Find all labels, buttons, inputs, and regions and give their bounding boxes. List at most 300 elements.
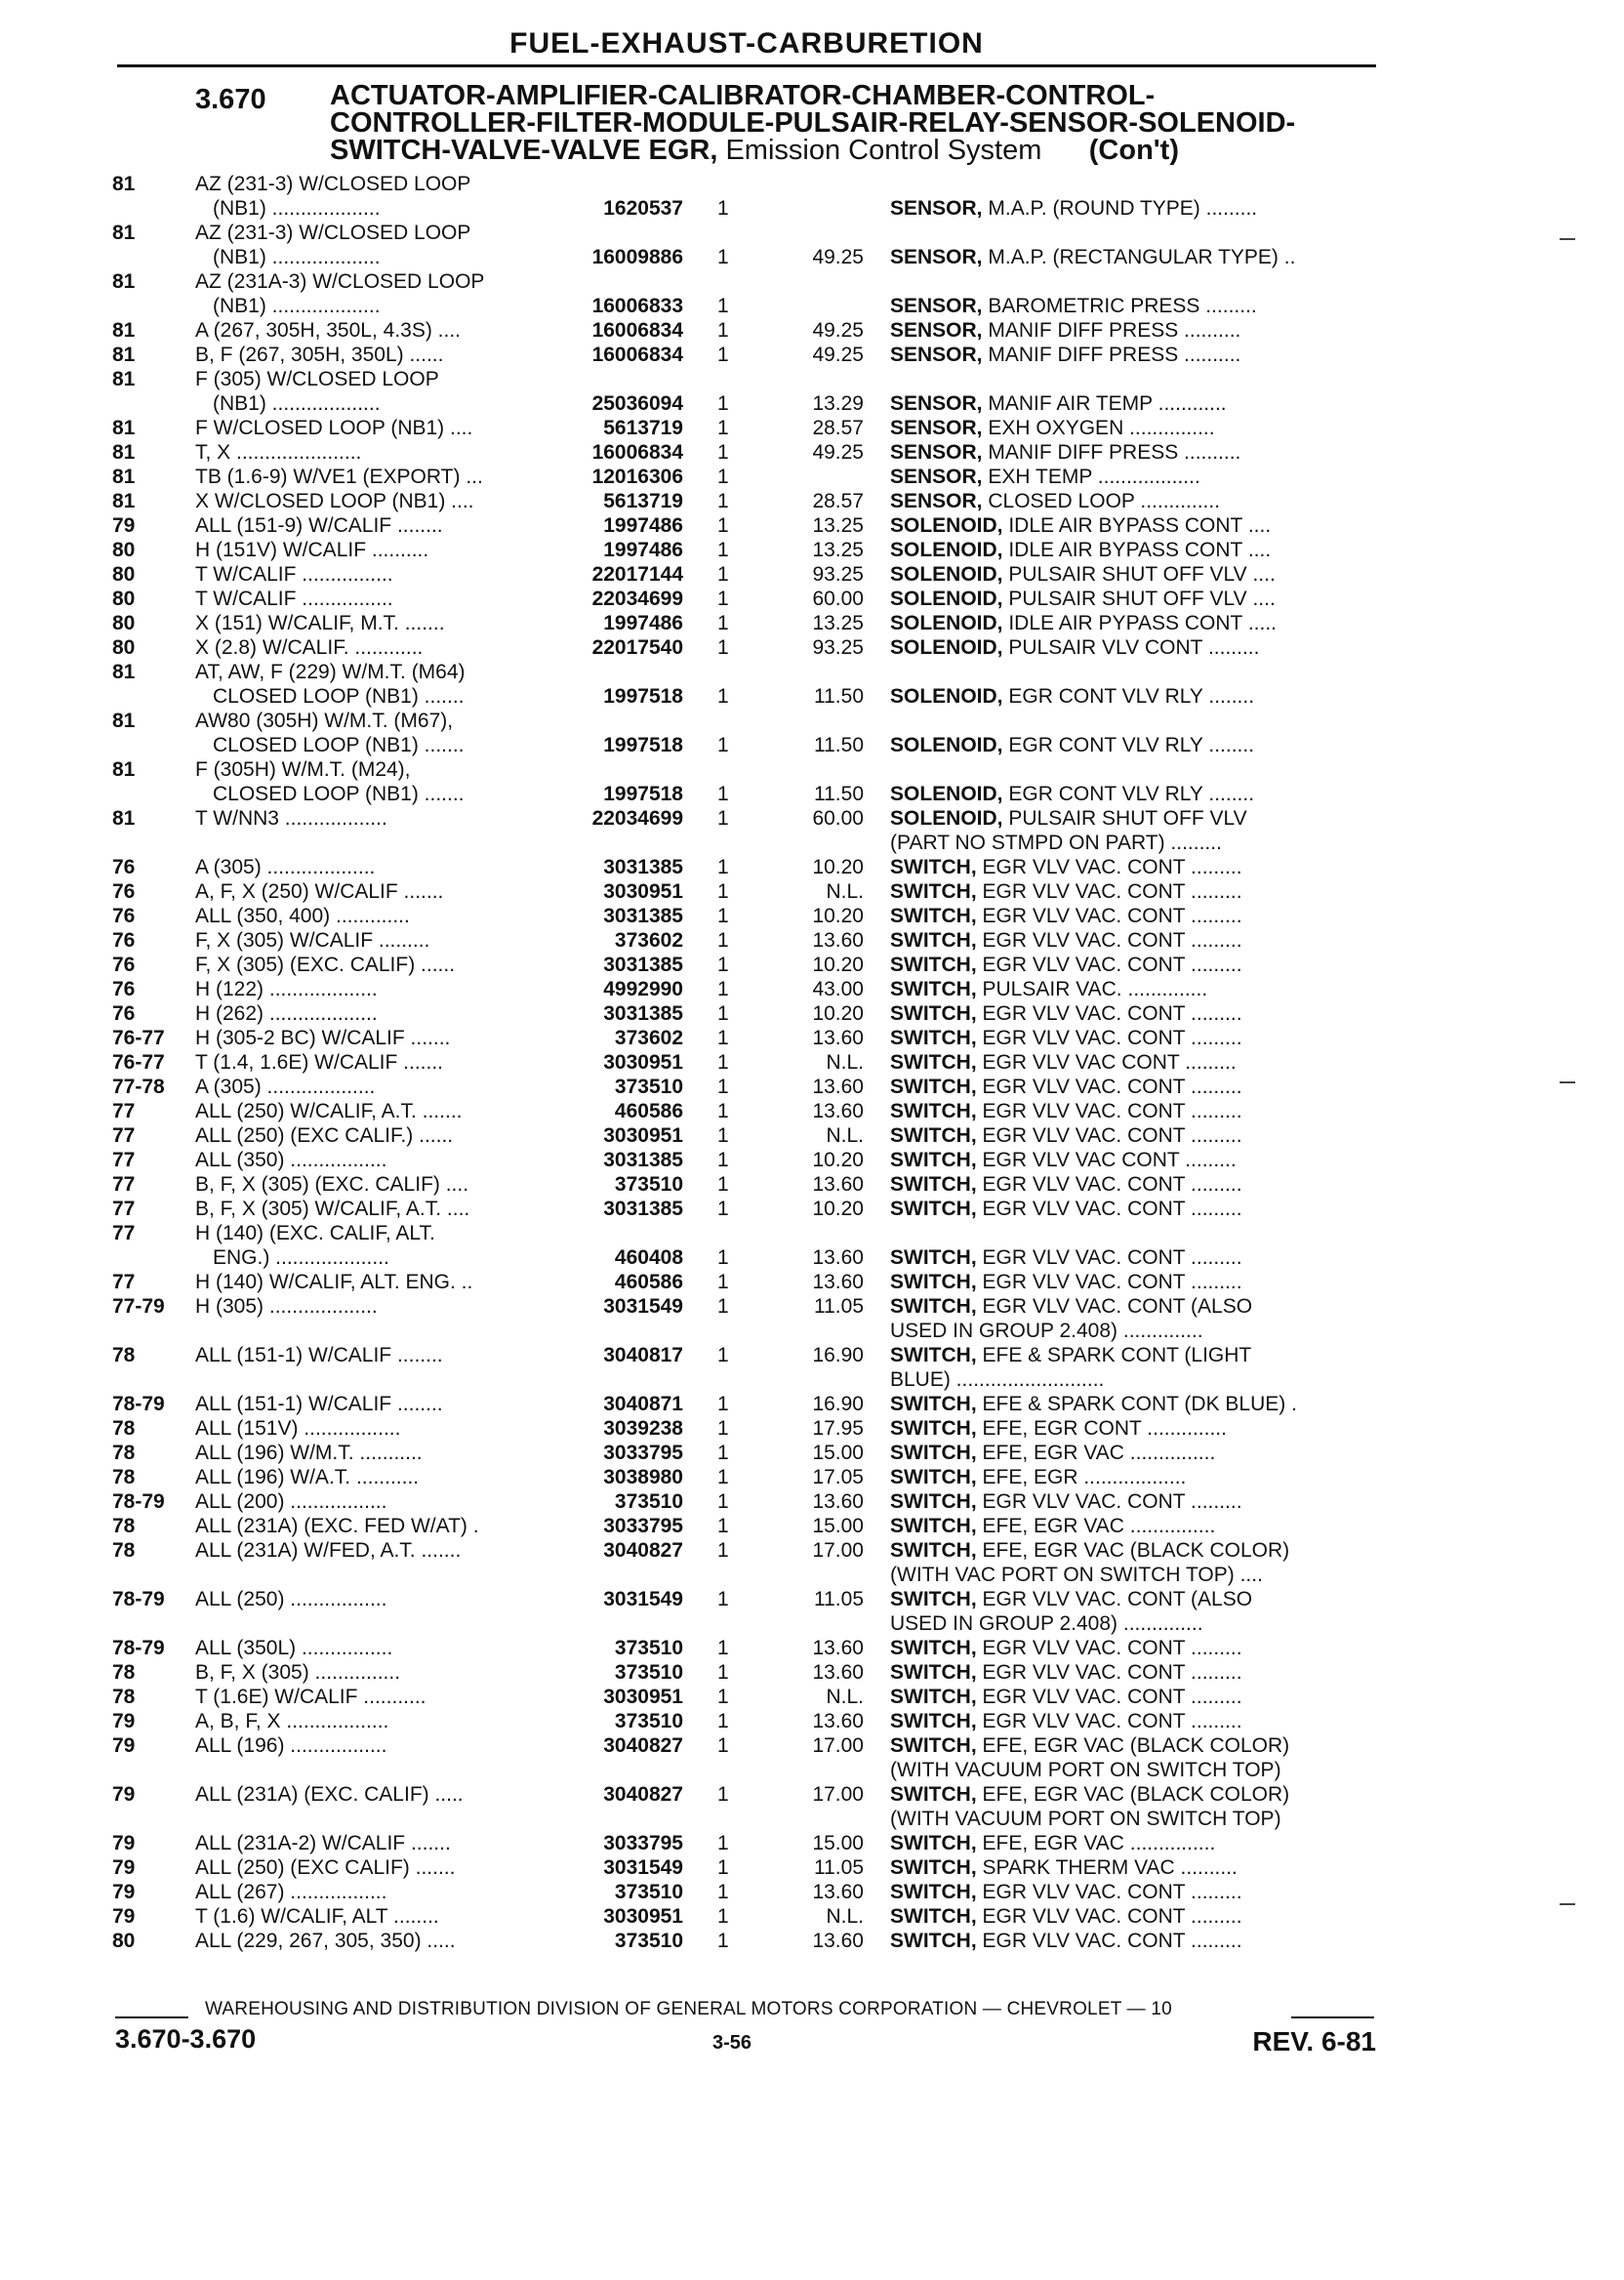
footer-rule-right [1291,2016,1374,2018]
table-row [0,1026,1624,1050]
part-name: SOLENOID, [890,539,1003,561]
application: ALL (196) W/M.T. ........... [195,1442,423,1464]
application: CLOSED LOOP (NB1) ....... [213,783,465,805]
price: 13.60 [812,1637,864,1659]
part-number: 3030951 [603,880,683,903]
price: 10.20 [812,1149,864,1171]
part-name: SWITCH, [890,1271,977,1293]
part-number: 16009886 [591,246,683,268]
part-detail: (WITH VACUUM PORT ON SWITCH TOP) [890,1808,1281,1830]
part-description [890,635,1376,660]
application: H (305-2 BC) W/CALIF ....... [195,1027,451,1049]
part-detail: EFE, EGR VAC (BLACK COLOR) [976,1734,1290,1757]
part-detail: EGR VLV VAC. CONT ......... [976,1124,1242,1147]
part-number: 12016306 [591,466,683,488]
table-row [0,465,1624,489]
part-name: SWITCH, [890,1539,977,1562]
part-description [890,1245,1376,1270]
part-detail: EGR VLV VAC. CONT ......... [976,1271,1242,1293]
table-row [0,1563,1624,1587]
section-title-line-1: ACTUATOR-AMPLIFIER-CALIBRATOR-CHAMBER-CONTROL- [330,80,1156,111]
model-year: 78 [112,1417,136,1440]
part-number: 3031549 [603,1295,683,1318]
price: 10.20 [812,954,864,976]
model-year: 79 [112,1783,136,1806]
application: ALL (350, 400) ............. [195,905,410,927]
part-description [890,1587,1376,1611]
application: H (305) ................... [195,1295,378,1318]
part-number: 3033795 [603,1515,683,1537]
price: 17.00 [812,1734,864,1757]
model-year: 79 [112,514,136,537]
part-number: 3031385 [603,905,683,927]
part-name: SWITCH, [890,1466,977,1488]
quantity: 1 [717,1905,729,1928]
table-row [0,1343,1624,1367]
header-rule [117,64,1376,67]
part-detail: EGR VLV VAC. CONT ......... [976,1686,1242,1708]
table-row [0,343,1624,367]
part-description [890,343,1376,367]
part-description [890,294,1376,318]
part-description [890,416,1376,440]
part-description [890,245,1376,269]
price: 60.00 [812,588,864,610]
part-name: SWITCH, [890,856,977,878]
part-name: SWITCH, [890,1930,977,1952]
part-detail: EGR VLV VAC. CONT ......... [976,1246,1242,1269]
part-number: 373510 [614,1710,683,1732]
footer-division-text: WAREHOUSING AND DISTRIBUTION DIVISION OF GENERAL MOTORS CORPORATION — CHEVROLET — 10 [205,1999,1172,2019]
part-detail: EFE, EGR VAC ............... [976,1832,1216,1854]
price: N.L. [826,1905,864,1928]
table-row [0,1709,1624,1733]
table-row [0,294,1624,318]
section-title [330,82,1394,164]
table-row [0,196,1624,221]
part-number: 373510 [614,1930,683,1952]
application: B, F, X (305) ............... [195,1661,401,1684]
application: H (151V) W/CALIF .......... [195,539,429,561]
part-name: SWITCH, [890,1515,977,1537]
part-name: SWITCH, [890,1637,977,1659]
part-number: 3033795 [603,1442,683,1464]
part-name: SENSOR, [890,392,983,415]
margin-mark [1560,1081,1575,1083]
part-number: 1997486 [603,539,683,561]
quantity: 1 [717,588,729,610]
part-detail: EFE, EGR VAC ............... [976,1442,1216,1464]
quantity: 1 [717,1173,729,1196]
part-description [890,489,1376,513]
model-year: 76 [112,856,136,878]
part-description [890,684,1376,709]
table-row [0,513,1624,538]
model-year: 79 [112,1710,136,1732]
model-year: 81 [112,758,136,781]
part-name: SWITCH, [890,1661,977,1684]
table-row [0,367,1624,391]
price: 13.60 [812,1076,864,1098]
application: F (305) W/CLOSED LOOP [195,368,439,390]
part-name: SWITCH, [890,1393,977,1415]
part-name: SENSOR, [890,319,983,342]
model-year: 78 [112,1539,136,1562]
part-name: SOLENOID, [890,734,1003,756]
part-name: SWITCH, [890,1149,977,1171]
part-name: SOLENOID, [890,807,1003,830]
table-row [0,562,1624,587]
table-row [0,1197,1624,1221]
part-number: 1620537 [603,197,683,220]
part-number: 3038980 [603,1466,683,1488]
part-description [890,1636,1376,1660]
part-number: 3040817 [603,1344,683,1366]
part-name: SWITCH, [890,1686,977,1708]
price: 13.60 [812,1490,864,1513]
model-year: 79 [112,1856,136,1879]
part-number: 3033795 [603,1832,683,1854]
part-number: 460586 [614,1271,683,1293]
part-number: 3031385 [603,1149,683,1171]
application: TB (1.6-9) W/VE1 (EXPORT) ... [195,466,483,488]
price: 17.00 [812,1539,864,1562]
quantity: 1 [717,856,729,878]
part-description [890,318,1376,343]
price: 60.00 [812,807,864,830]
model-year: 78 [112,1442,136,1464]
application: ALL (231A) W/FED, A.T. ....... [195,1539,462,1562]
part-number: 373510 [614,1661,683,1684]
part-number: 1997518 [603,783,683,805]
part-description [890,977,1376,1001]
application: ENG.) .................... [213,1246,389,1269]
part-number: 16006834 [591,441,683,464]
table-row [0,879,1624,904]
part-description [890,611,1376,635]
part-number: 22034699 [591,588,683,610]
part-number: 1997518 [603,734,683,756]
application: A, B, F, X .................. [195,1710,389,1732]
part-description [890,1489,1376,1514]
application: B, F, X (305) (EXC. CALIF) .... [195,1173,469,1196]
price: 15.00 [812,1515,864,1537]
quantity: 1 [717,392,729,415]
footer-revision: REV. 6-81 [1252,2026,1376,2056]
part-number: 3031549 [603,1856,683,1879]
table-row [0,611,1624,635]
quantity: 1 [717,1051,729,1074]
quantity: 1 [717,1076,729,1098]
margin-mark [1560,1903,1575,1905]
part-detail: EGR VLV VAC. CONT ......... [976,880,1242,903]
part-name: SOLENOID, [890,636,1003,659]
table-row [0,1392,1624,1416]
model-year: 76-77 [112,1027,165,1049]
part-detail: MANIF DIFF PRESS .......... [982,344,1241,366]
part-number: 3030951 [603,1686,683,1708]
part-description [890,1758,1376,1782]
application: A (267, 305H, 350L, 4.3S) .... [195,319,462,342]
model-year: 81 [112,490,136,512]
model-year: 76 [112,929,136,952]
part-description [890,1929,1376,1953]
part-description [890,928,1376,953]
table-row [0,1172,1624,1197]
part-detail: CLOSED LOOP .............. [982,490,1221,512]
application: T (1.6) W/CALIF, ALT ........ [195,1905,439,1928]
table-row [0,1733,1624,1758]
part-name: SWITCH, [890,1027,977,1049]
model-year: 80 [112,588,136,610]
part-name: SOLENOID, [890,588,1003,610]
application: ALL (250) (EXC CALIF.) ...... [195,1124,454,1147]
application: ALL (350) ................. [195,1149,387,1171]
quantity: 1 [717,1100,729,1122]
quantity: 1 [717,807,729,830]
model-year: 78 [112,1344,136,1366]
parts-list [0,172,1624,1953]
table-row [0,318,1624,343]
table-row [0,489,1624,513]
model-year: 81 [112,710,136,732]
table-row [0,1245,1624,1270]
table-row [0,440,1624,465]
part-description [890,831,1376,855]
part-number: 16006834 [591,319,683,342]
price: 13.60 [812,1661,864,1684]
model-year: 77 [112,1100,136,1122]
part-description [890,1831,1376,1855]
model-year: 81 [112,319,136,342]
part-description [890,1197,1376,1221]
application: ALL (151V) ................. [195,1417,401,1440]
price: 13.29 [812,392,864,415]
table-row [0,1221,1624,1245]
model-year: 81 [112,466,136,488]
model-year: 81 [112,270,136,293]
quantity: 1 [717,1124,729,1147]
model-year: 81 [112,807,136,830]
model-year: 78-79 [112,1637,165,1659]
application: T (1.6E) W/CALIF ........... [195,1686,426,1708]
part-number: 1997518 [603,685,683,708]
quantity: 1 [717,1734,729,1757]
quantity: 1 [717,880,729,903]
part-name: SWITCH, [890,905,977,927]
part-description [890,1319,1376,1343]
model-year: 77 [112,1149,136,1171]
table-row [0,733,1624,757]
price: 15.00 [812,1832,864,1854]
table-row [0,1660,1624,1685]
model-year: 81 [112,368,136,390]
quantity: 1 [717,344,729,366]
part-detail: MANIF DIFF PRESS .......... [982,441,1241,464]
part-detail: EGR CONT VLV RLY ........ [1002,734,1255,756]
part-number: 3040827 [603,1734,683,1757]
part-description [890,1807,1376,1831]
table-row [0,172,1624,196]
application: T, X ...................... [195,441,362,464]
part-name: SWITCH, [890,1881,977,1903]
quantity: 1 [717,1930,729,1952]
part-number: 3031385 [603,1198,683,1220]
application: T W/NN3 .................. [195,807,387,830]
part-detail: EFE, EGR VAC (BLACK COLOR) [976,1539,1290,1562]
model-year: 77 [112,1198,136,1220]
footer-division-line [115,1999,1374,2024]
part-description [890,1026,1376,1050]
price: N.L. [826,1051,864,1074]
part-detail: BLUE) .......................... [890,1368,1105,1391]
price: 17.05 [812,1466,864,1488]
application: A (305) ................... [195,856,376,878]
quantity: 1 [717,246,729,268]
price: 11.05 [814,1588,864,1610]
model-year: 80 [112,612,136,634]
section-number: 3.670 [195,84,266,115]
table-row [0,1880,1624,1904]
table-row [0,538,1624,562]
model-year: 79 [112,1905,136,1928]
model-year: 76-77 [112,1051,165,1074]
part-number: 22017144 [591,563,683,586]
quantity: 1 [717,539,729,561]
table-row [0,1782,1624,1807]
table-row [0,757,1624,782]
price: 11.05 [814,1856,864,1879]
part-number: 16006833 [591,295,683,317]
quantity: 1 [717,734,729,756]
table-row [0,904,1624,928]
application: (NB1) ................... [213,392,381,415]
model-year: 81 [112,417,136,439]
part-description [890,782,1376,806]
section-title-line-3-main: SWITCH-VALVE-VALVE EGR, [330,135,718,166]
price: 13.60 [812,1100,864,1122]
part-name: SWITCH, [890,1783,977,1806]
table-row [0,1904,1624,1929]
part-name: SWITCH, [890,1344,977,1366]
part-name: SWITCH, [890,1198,977,1220]
part-description [890,1465,1376,1489]
part-description [890,1075,1376,1099]
model-year: 80 [112,636,136,659]
price: N.L. [826,1124,864,1147]
part-detail: PULSAIR SHUT OFF VLV .... [1002,588,1276,610]
quantity: 1 [717,612,729,634]
price: N.L. [826,880,864,903]
model-year: 81 [112,173,136,195]
application: H (140) W/CALIF, ALT. ENG. .. [195,1271,473,1293]
part-description [890,513,1376,538]
table-row [0,855,1624,879]
price: 13.25 [812,612,864,634]
quantity: 1 [717,1661,729,1684]
quantity: 1 [717,1295,729,1318]
part-number: 3040827 [603,1539,683,1562]
part-name: SOLENOID, [890,514,1003,537]
model-year: 76 [112,954,136,976]
price: 43.00 [812,978,864,1000]
part-description [890,1392,1376,1416]
part-name: SWITCH, [890,1734,977,1757]
part-detail: SPARK THERM VAC .......... [976,1856,1238,1879]
part-detail: EGR VLV VAC. CONT ......... [976,929,1242,952]
part-description [890,1538,1376,1563]
table-row [0,221,1624,245]
model-year: 78 [112,1661,136,1684]
part-detail: EGR VLV VAC. CONT ......... [976,1198,1242,1220]
part-number: 3040871 [603,1393,683,1415]
table-row [0,928,1624,953]
quantity: 1 [717,1832,729,1854]
part-name: SWITCH, [890,1905,977,1928]
application: AZ (231A-3) W/CLOSED LOOP [195,270,485,293]
part-detail: EFE, EGR VAC (BLACK COLOR) [976,1783,1290,1806]
part-detail: (WITH VAC PORT ON SWITCH TOP) .... [890,1564,1263,1586]
part-number: 460586 [614,1100,683,1122]
part-detail: EGR VLV VAC. CONT ......... [976,1905,1242,1928]
model-year: 81 [112,344,136,366]
part-detail: EGR VLV VAC. CONT ......... [976,1710,1242,1732]
table-row [0,1538,1624,1563]
margin-mark [1560,238,1575,240]
part-name: SENSOR, [890,441,983,464]
part-description [890,1441,1376,1465]
part-description [890,1050,1376,1075]
table-row [0,1294,1624,1319]
application: ALL (250) (EXC CALIF) ....... [195,1856,456,1879]
application: (NB1) ................... [213,295,381,317]
quantity: 1 [717,295,729,317]
application: F, X (305) W/CALIF ......... [195,929,430,952]
price: 93.25 [812,563,864,586]
price: 49.25 [812,246,864,268]
application: ALL (231A) (EXC. FED W/AT) . [195,1515,479,1537]
quantity: 1 [717,636,729,659]
part-description [890,1660,1376,1685]
part-name: SENSOR, [890,197,983,220]
quantity: 1 [717,1490,729,1513]
part-name: SWITCH, [890,1076,977,1098]
part-detail: EGR VLV VAC. CONT (ALSO [976,1295,1253,1318]
quantity: 1 [717,1466,729,1488]
part-detail: EGR VLV VAC. CONT ......... [976,1637,1242,1659]
price: 13.60 [812,1930,864,1952]
part-detail: (WITH VACUUM PORT ON SWITCH TOP) [890,1759,1281,1781]
application: B, F (267, 305H, 350L) ...... [195,344,444,366]
part-number: 373510 [614,1637,683,1659]
model-year: 81 [112,441,136,464]
application: ALL (151-9) W/CALIF ........ [195,514,443,537]
table-row [0,684,1624,709]
part-number: 4992990 [603,978,683,1000]
table-row [0,1611,1624,1636]
application: ALL (250) W/CALIF, A.T. ....... [195,1100,463,1122]
application: B, F, X (305) W/CALIF, A.T. .... [195,1198,470,1220]
quantity: 1 [717,1588,729,1610]
table-row [0,953,1624,977]
part-description [890,1563,1376,1587]
part-name: SOLENOID, [890,783,1003,805]
part-detail: PULSAIR VLV CONT ......... [1002,636,1260,659]
part-name: SWITCH, [890,1051,977,1074]
part-detail: (PART NO STMPD ON PART) ......... [890,832,1222,854]
table-row [0,1489,1624,1514]
application: AT, AW, F (229) W/M.T. (M64) [195,661,466,683]
